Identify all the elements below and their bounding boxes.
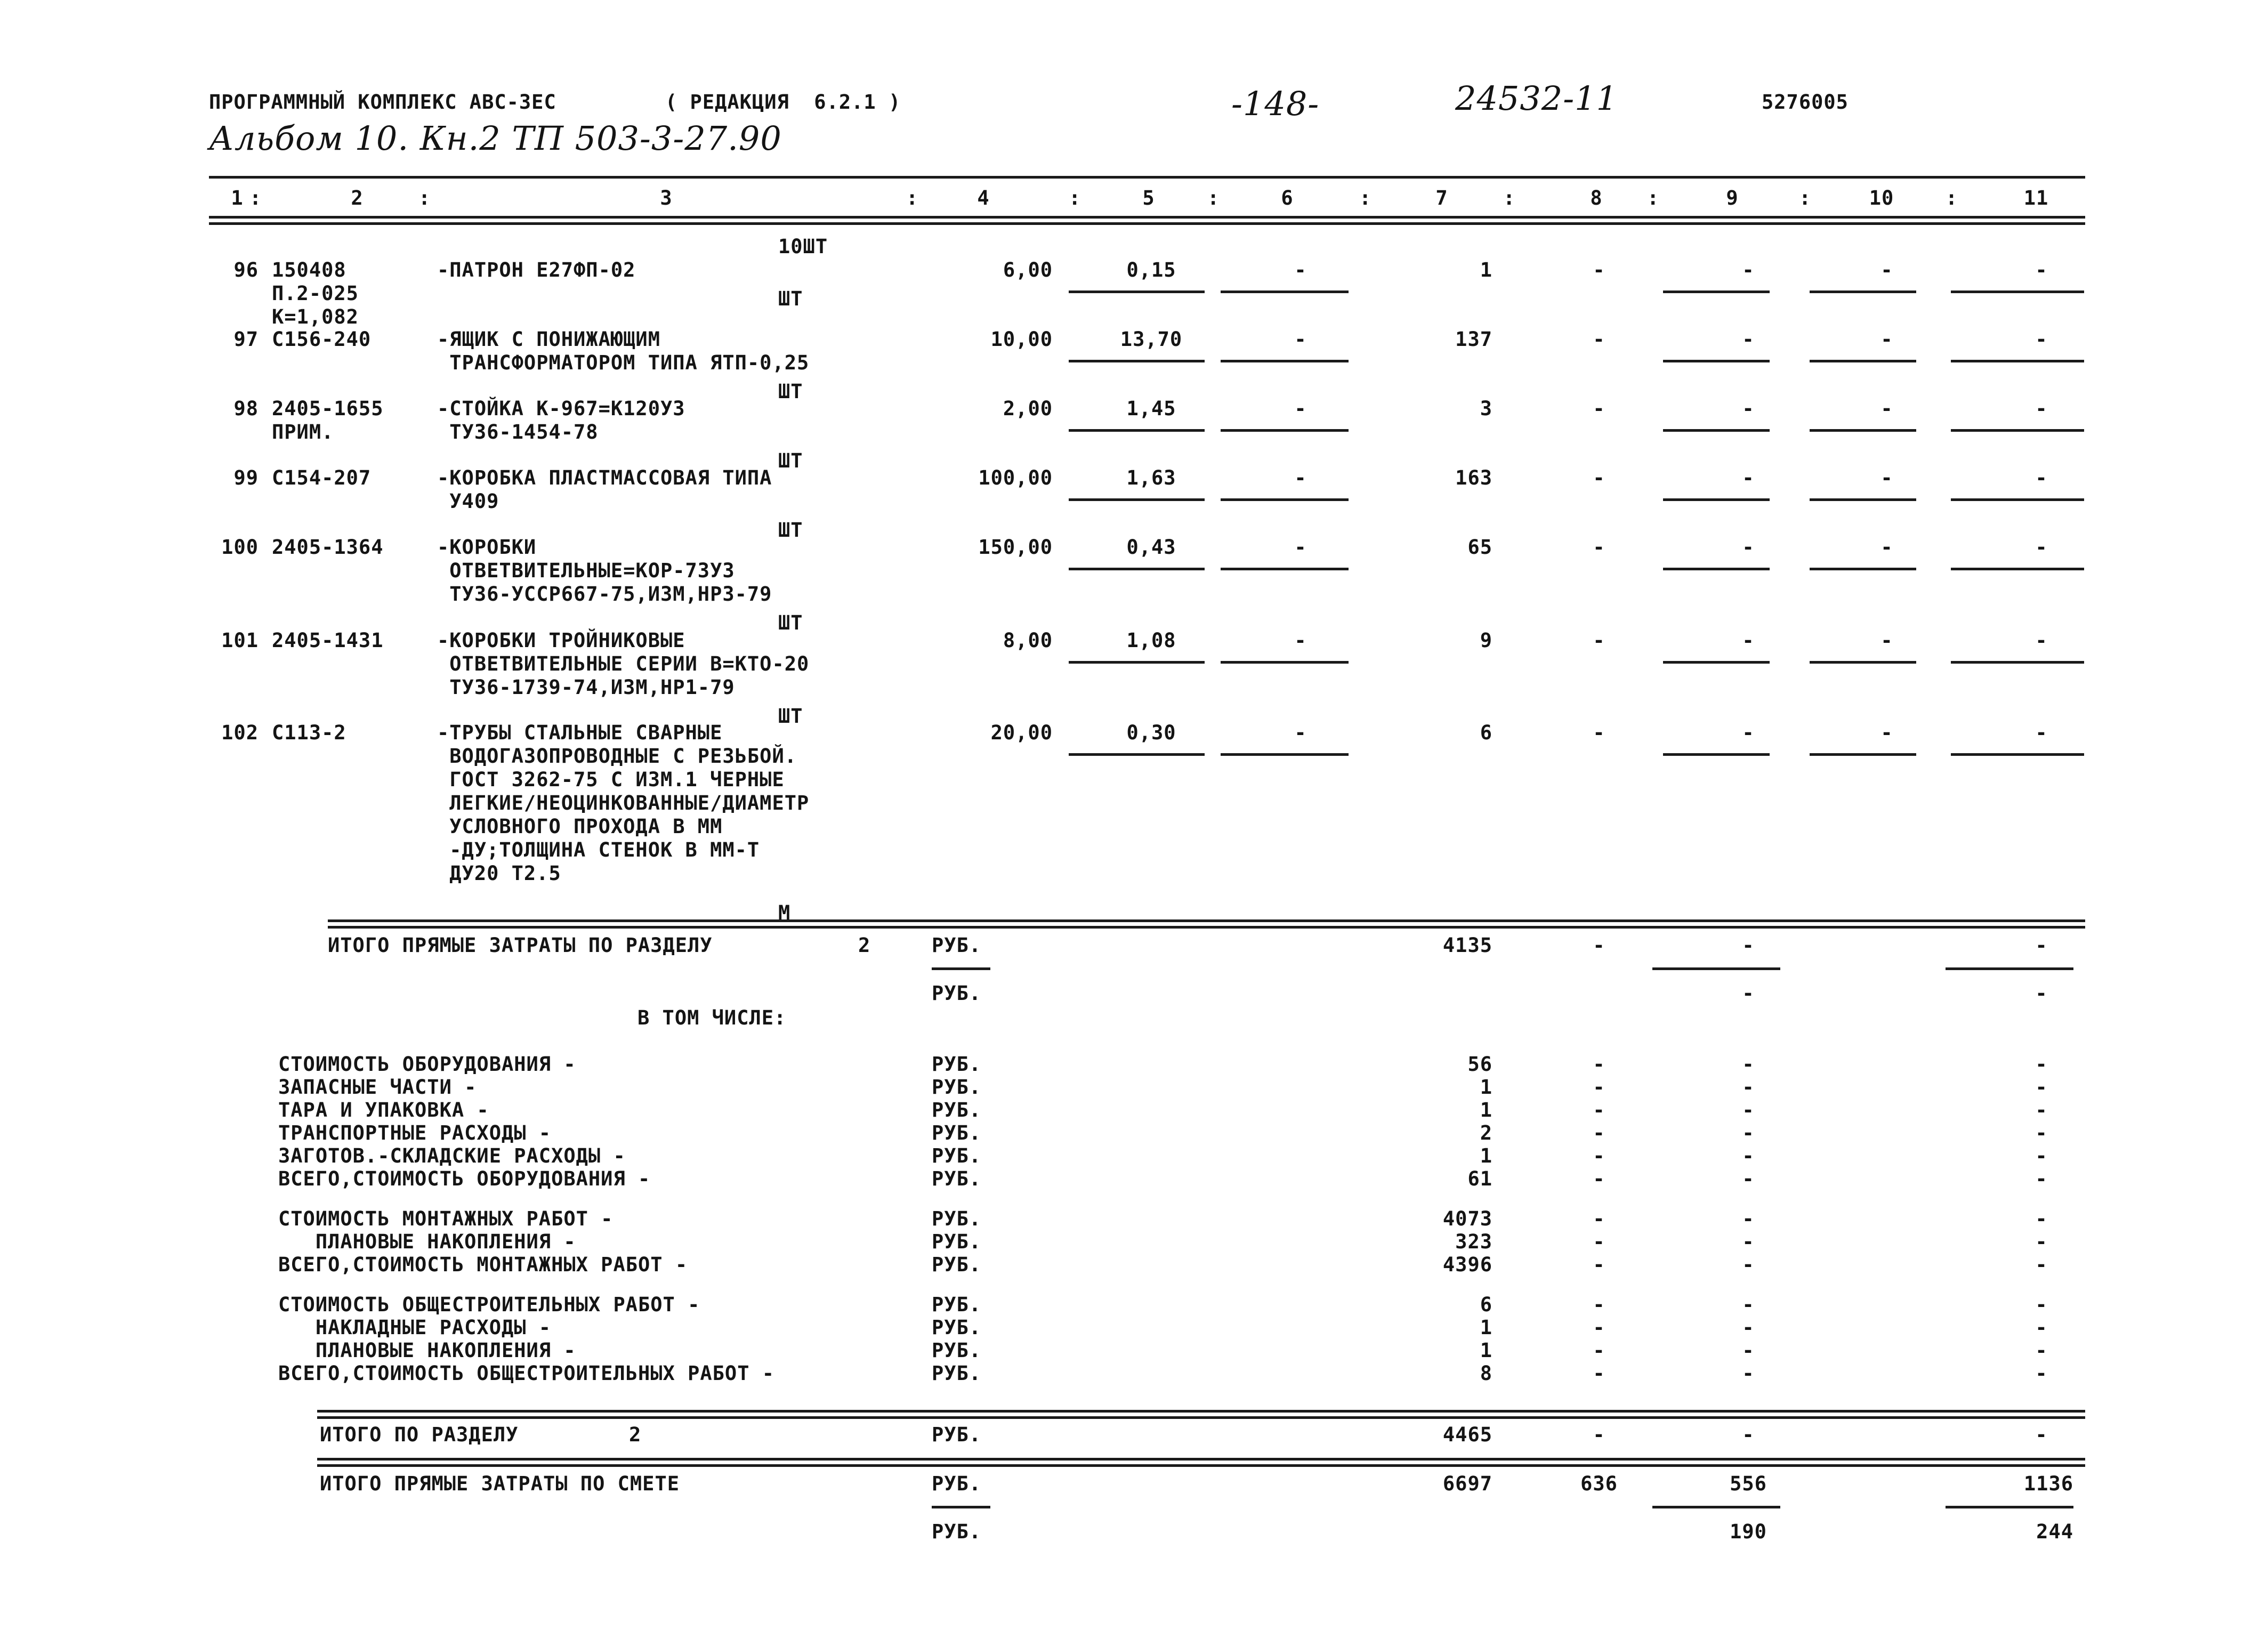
breakdown-col8: - [1593, 1230, 1605, 1253]
col10-underline [1810, 661, 1916, 664]
breakdown-label: ПЛАНОВЫЕ НАКОПЛЕНИЯ - [278, 1230, 576, 1253]
header-rule-1 [209, 216, 2085, 219]
item-unit: ШТ [778, 705, 803, 728]
breakdown-col11: - [2035, 1362, 2048, 1385]
item-description: ВОДОГАЗОПРОВОДНЫЕ С РЕЗЬБОЙ. [437, 745, 797, 768]
item-description: -КОРОБКА ПЛАСТМАССОВАЯ ТИПА [437, 466, 772, 489]
breakdown-col9: - [1742, 1144, 1755, 1167]
breakdown-col9: - [1742, 1121, 1755, 1144]
document-code: 5276005 [1762, 91, 1849, 114]
breakdown-unit: РУБ. [932, 1076, 982, 1099]
breakdown-col9: - [1742, 1253, 1755, 1276]
breakdown-value: 1 [1480, 1339, 1492, 1362]
estimate-total-unit-underline [932, 1506, 990, 1508]
breakdown-label: ВСЕГО,СТОИМОСТЬ ОБОРУДОВАНИЯ - [278, 1167, 651, 1190]
col6-underline [1221, 498, 1349, 501]
section-result-col11: - [2035, 1423, 2048, 1446]
estimate-total-col11: 1136 [2023, 1472, 2073, 1495]
item-col6: - [1294, 466, 1307, 489]
breakdown-unit: РУБ. [932, 1053, 982, 1076]
breakdown-col9: - [1742, 1207, 1755, 1230]
breakdown-label: СТОИМОСТЬ ОБЩЕСТРОИТЕЛЬНЫХ РАБОТ - [278, 1293, 700, 1316]
estimate-total-unit: РУБ. [932, 1472, 982, 1495]
price-underline [1069, 498, 1205, 501]
col10-underline [1810, 568, 1916, 570]
item-col6: - [1294, 629, 1307, 652]
item-col9: - [1742, 536, 1755, 559]
breakdown-col8: - [1593, 1099, 1605, 1121]
column-number-10: 10 [1869, 187, 1894, 209]
item-col10: - [1880, 259, 1893, 281]
estimate-total-col11-b: 244 [2036, 1520, 2073, 1543]
item-total: 3 [1480, 397, 1492, 420]
breakdown-col8: - [1593, 1207, 1605, 1230]
item-unit-price: 0,15 [1126, 259, 1176, 281]
breakdown-unit: РУБ. [932, 1167, 982, 1190]
item-total: 163 [1455, 466, 1492, 489]
item-unit-price: 1,63 [1126, 466, 1176, 489]
item-col10: - [1880, 536, 1893, 559]
item-col6: - [1294, 397, 1307, 420]
breakdown-col11: - [2035, 1316, 2048, 1339]
section-total-col11-underline [1946, 967, 2073, 970]
column-separator: : [1359, 187, 1372, 209]
breakdown-unit: РУБ. [932, 1253, 982, 1276]
breakdown-col8: - [1593, 1144, 1605, 1167]
breakdown-unit: РУБ. [932, 1339, 982, 1362]
item-code-note: П.2-025 [272, 282, 359, 305]
col11-underline [1951, 291, 2084, 293]
item-col8: - [1593, 259, 1605, 281]
breakdown-col8: - [1593, 1121, 1605, 1144]
top-rule [209, 176, 2085, 179]
item-col10: - [1880, 397, 1893, 420]
item-description: ЛЕГКИЕ/НЕОЦИНКОВАННЫЕ/ДИАМЕТР [437, 792, 810, 814]
column-number-6: 6 [1281, 187, 1294, 209]
breakdown-unit: РУБ. [932, 1362, 982, 1385]
estimate-total-rule-1 [317, 1458, 2085, 1461]
item-description: -ДУ;ТОЛЩИНА СТЕНОК В ММ-Т [437, 838, 760, 861]
col9-underline [1663, 753, 1770, 756]
col11-underline [1951, 753, 2084, 756]
section-result-number: 2 [629, 1423, 642, 1446]
item-total: 65 [1467, 536, 1492, 559]
item-col10: - [1880, 466, 1893, 489]
section-total-unit: РУБ. [932, 934, 982, 957]
item-description: ТУ36-1454-78 [437, 421, 599, 443]
col10-underline [1810, 429, 1916, 432]
col9-underline [1663, 661, 1770, 664]
col10-underline [1810, 360, 1916, 362]
breakdown-col11: - [2035, 1053, 2048, 1076]
breakdown-col8: - [1593, 1253, 1605, 1276]
section-total-col8: - [1593, 934, 1605, 957]
column-number-7: 7 [1435, 187, 1448, 209]
column-separator: : [249, 187, 262, 209]
breakdown-col11: - [2035, 1253, 2048, 1276]
item-col10: - [1880, 721, 1893, 744]
column-separator: : [906, 187, 919, 209]
col6-underline [1221, 291, 1349, 293]
edition-label: ( РЕДАКЦИЯ 6.2.1 ) [665, 91, 901, 114]
item-code: С113-2 [272, 721, 346, 744]
item-col8: - [1593, 328, 1605, 351]
estimate-total-col11-underline [1946, 1506, 2073, 1508]
col6-underline [1221, 429, 1349, 432]
price-underline [1069, 291, 1205, 293]
item-quantity: 6,00 [1003, 259, 1053, 281]
section-total-col11-b: - [2035, 982, 2048, 1005]
item-quantity: 100,00 [978, 466, 1053, 489]
item-unit-price: 1,08 [1126, 629, 1176, 652]
breakdown-col9: - [1742, 1167, 1755, 1190]
col10-underline [1810, 498, 1916, 501]
col9-underline [1663, 360, 1770, 362]
item-description: ОТВЕТВИТЕЛЬНЫЕ=КОР-73У3 [437, 559, 735, 582]
col11-underline [1951, 429, 2084, 432]
item-col11: - [2035, 397, 2048, 420]
breakdown-col11: - [2035, 1339, 2048, 1362]
item-unit: ШТ [778, 287, 803, 310]
breakdown-col9: - [1742, 1076, 1755, 1099]
program-title: ПРОГРАММНЫЙ КОМПЛЕКС АВС-3ЕС [209, 91, 556, 114]
section-result-col8: - [1593, 1423, 1605, 1446]
item-description: -ПАТРОН Е27ФП-02 [437, 259, 636, 281]
item-col11: - [2035, 629, 2048, 652]
breakdown-value: 4073 [1442, 1207, 1492, 1230]
item-description: -ЯЩИК С ПОНИЖАЮЩИМ [437, 328, 660, 351]
breakdown-label: СТОИМОСТЬ МОНТАЖНЫХ РАБОТ - [278, 1207, 614, 1230]
breakdown-label: ВСЕГО,СТОИМОСТЬ МОНТАЖНЫХ РАБОТ - [278, 1253, 688, 1276]
item-unit-price: 0,43 [1126, 536, 1176, 559]
unit-above: 10ШТ [778, 235, 828, 258]
breakdown-col9: - [1742, 1339, 1755, 1362]
breakdown-col8: - [1593, 1293, 1605, 1316]
item-total: 137 [1455, 328, 1492, 351]
col10-underline [1810, 291, 1916, 293]
item-col11: - [2035, 536, 2048, 559]
item-col6: - [1294, 259, 1307, 281]
item-col9: - [1742, 721, 1755, 744]
item-number: 99 [233, 466, 259, 489]
breakdown-label: ЗАПАСНЫЕ ЧАСТИ - [278, 1076, 477, 1099]
breakdown-col11: - [2035, 1076, 2048, 1099]
item-total: 9 [1480, 629, 1492, 652]
item-col8: - [1593, 629, 1605, 652]
col9-underline [1663, 568, 1770, 570]
section-total-label: ИТОГО ПРЯМЫЕ ЗАТРАТЫ ПО РАЗДЕЛУ [328, 934, 713, 957]
price-underline [1069, 568, 1205, 570]
section-result-label: ИТОГО ПО РАЗДЕЛУ [320, 1423, 519, 1446]
breakdown-unit: РУБ. [932, 1316, 982, 1339]
breakdown-label: ПЛАНОВЫЕ НАКОПЛЕНИЯ - [278, 1339, 576, 1362]
estimate-total-label: ИТОГО ПРЯМЫЕ ЗАТРАТЫ ПО СМЕТЕ [320, 1472, 680, 1495]
item-code: 150408 [272, 259, 346, 281]
item-col8: - [1593, 466, 1605, 489]
column-number-5: 5 [1142, 187, 1155, 209]
item-number: 96 [233, 259, 259, 281]
section-total-unit-2: РУБ. [932, 982, 982, 1005]
breakdown-col11: - [2035, 1167, 2048, 1190]
item-unit-price: 1,45 [1126, 397, 1176, 420]
item-col9: - [1742, 328, 1755, 351]
breakdown-col8: - [1593, 1053, 1605, 1076]
price-underline [1069, 661, 1205, 664]
section-total-col9-b: - [1742, 982, 1755, 1005]
item-col8: - [1593, 536, 1605, 559]
column-separator: : [1503, 187, 1516, 209]
section-total-unit-underline [932, 967, 990, 970]
item-unit: М [778, 901, 791, 924]
col6-underline [1221, 360, 1349, 362]
item-description: ОТВЕТВИТЕЛЬНЫЕ СЕРИИ В=КТО-20 [437, 652, 810, 675]
item-description: ДУ20 Т2.5 [437, 862, 561, 885]
item-col11: - [2035, 466, 2048, 489]
section-total-col11: - [2035, 934, 2048, 957]
section-result-unit: РУБ. [932, 1423, 982, 1446]
col6-underline [1221, 753, 1349, 756]
breakdown-value: 61 [1467, 1167, 1492, 1190]
item-col9: - [1742, 629, 1755, 652]
breakdown-col11: - [2035, 1293, 2048, 1316]
item-unit: ШТ [778, 611, 803, 634]
item-code: 2405-1655 [272, 397, 384, 420]
breakdown-col11: - [2035, 1144, 2048, 1167]
estimate-total-col8: 636 [1580, 1472, 1618, 1495]
item-code-note: К=1,082 [272, 305, 359, 328]
item-total: 6 [1480, 721, 1492, 744]
breakdown-col9: - [1742, 1362, 1755, 1385]
item-code: 2405-1431 [272, 629, 384, 652]
breakdown-unit: РУБ. [932, 1099, 982, 1121]
item-code: 2405-1364 [272, 536, 384, 559]
column-separator: : [1946, 187, 1958, 209]
breakdown-col11: - [2035, 1099, 2048, 1121]
price-underline [1069, 753, 1205, 756]
section-result-rule-2 [317, 1416, 2085, 1419]
item-number: 98 [233, 397, 259, 420]
section-total-rule-1 [328, 919, 2085, 922]
header-rule-2 [209, 222, 2085, 225]
col9-underline [1663, 429, 1770, 432]
item-col11: - [2035, 259, 2048, 281]
breakdown-label: ТАРА И УПАКОВКА - [278, 1099, 489, 1121]
column-separator: : [1069, 187, 1081, 209]
breakdown-value: 323 [1455, 1230, 1492, 1253]
item-quantity: 150,00 [978, 536, 1053, 559]
item-quantity: 2,00 [1003, 397, 1053, 420]
column-separator: : [418, 187, 431, 209]
item-col10: - [1880, 328, 1893, 351]
item-description: -КОРОБКИ ТРОЙНИКОВЫЕ [437, 629, 685, 652]
item-col8: - [1593, 721, 1605, 744]
item-unit: ШТ [778, 449, 803, 472]
item-number: 101 [221, 629, 259, 652]
item-col6: - [1294, 721, 1307, 744]
section-result-col9: - [1742, 1423, 1755, 1446]
col10-underline [1810, 753, 1916, 756]
item-unit: ШТ [778, 380, 803, 403]
album-reference: Альбом 10. Кн.2 ТП 503-3-27.90 [209, 119, 782, 158]
breakdown-unit: РУБ. [932, 1121, 982, 1144]
section-total-rule-2 [328, 926, 2085, 929]
item-description: У409 [437, 490, 499, 513]
col6-underline [1221, 661, 1349, 664]
section-result-value: 4465 [1442, 1423, 1492, 1446]
estimate-total-col9-underline [1652, 1506, 1780, 1508]
item-description: ГОСТ 3262-75 С ИЗМ.1 ЧЕРНЫЕ [437, 768, 785, 791]
item-col8: - [1593, 397, 1605, 420]
breakdown-value: 56 [1467, 1053, 1492, 1076]
breakdown-label: ЗАГОТОВ.-СКЛАДСКИЕ РАСХОДЫ - [278, 1144, 626, 1167]
item-description: ТУ36-1739-74,ИЗМ,НР1-79 [437, 676, 735, 699]
including-label: В ТОМ ЧИСЛЕ: [637, 1006, 787, 1029]
breakdown-value: 8 [1480, 1362, 1492, 1385]
column-number-4: 4 [977, 187, 990, 209]
breakdown-value: 2 [1480, 1121, 1492, 1144]
breakdown-unit: РУБ. [932, 1207, 982, 1230]
column-number-8: 8 [1590, 187, 1603, 209]
breakdown-col8: - [1593, 1167, 1605, 1190]
section-total-col9-underline [1652, 967, 1780, 970]
breakdown-value: 4396 [1442, 1253, 1492, 1276]
column-separator: : [1799, 187, 1812, 209]
col9-underline [1663, 291, 1770, 293]
breakdown-value: 6 [1480, 1293, 1492, 1316]
breakdown-col11: - [2035, 1121, 2048, 1144]
breakdown-value: 1 [1480, 1144, 1492, 1167]
breakdown-col9: - [1742, 1053, 1755, 1076]
estimate-total-col9: 556 [1730, 1472, 1767, 1495]
col9-underline [1663, 498, 1770, 501]
col11-underline [1951, 661, 2084, 664]
item-number: 102 [221, 721, 259, 744]
breakdown-col8: - [1593, 1362, 1605, 1385]
item-description: УСЛОВНОГО ПРОХОДА В ММ [437, 815, 723, 838]
item-number: 100 [221, 536, 259, 559]
item-col6: - [1294, 328, 1307, 351]
breakdown-label: СТОИМОСТЬ ОБОРУДОВАНИЯ - [278, 1053, 576, 1076]
page-number: -148- [1231, 84, 1320, 123]
col11-underline [1951, 498, 2084, 501]
breakdown-col9: - [1742, 1293, 1755, 1316]
item-col9: - [1742, 466, 1755, 489]
estimate-total-value: 6697 [1442, 1472, 1492, 1495]
breakdown-value: 1 [1480, 1316, 1492, 1339]
item-col10: - [1880, 629, 1893, 652]
breakdown-unit: РУБ. [932, 1293, 982, 1316]
breakdown-col8: - [1593, 1076, 1605, 1099]
item-description: ТУ36-УССР667-75,ИЗМ,НР3-79 [437, 583, 772, 606]
section-total-value: 4135 [1442, 934, 1492, 957]
breakdown-value: 1 [1480, 1076, 1492, 1099]
item-unit-price: 0,30 [1126, 721, 1176, 744]
column-separator: : [1207, 187, 1220, 209]
estimate-total-rule-2 [317, 1464, 2085, 1467]
breakdown-col9: - [1742, 1316, 1755, 1339]
section-total-number: 2 [858, 934, 871, 957]
section-result-rule-1 [317, 1410, 2085, 1413]
column-header-row [0, 187, 2268, 213]
item-unit: ШТ [778, 519, 803, 542]
column-number-2: 2 [351, 187, 364, 209]
item-description: -КОРОБКИ [437, 536, 537, 559]
breakdown-value: 1 [1480, 1099, 1492, 1121]
item-quantity: 10,00 [990, 328, 1053, 351]
breakdown-label: ТРАНСПОРТНЫЕ РАСХОДЫ - [278, 1121, 552, 1144]
item-unit-price: 13,70 [1120, 328, 1183, 351]
item-code-note: ПРИМ. [272, 421, 334, 443]
estimate-total-unit-2: РУБ. [932, 1520, 982, 1543]
column-number-9: 9 [1726, 187, 1739, 209]
item-col9: - [1742, 397, 1755, 420]
col11-underline [1951, 568, 2084, 570]
item-code: С156-240 [272, 328, 372, 351]
item-number: 97 [233, 328, 259, 351]
item-description: -СТОЙКА К-967=К120У3 [437, 397, 685, 420]
item-col11: - [2035, 328, 2048, 351]
breakdown-col9: - [1742, 1230, 1755, 1253]
breakdown-col8: - [1593, 1339, 1605, 1362]
item-description: -ТРУБЫ СТАЛЬНЫЕ СВАРНЫЕ [437, 721, 723, 744]
estimate-total-col9-b: 190 [1730, 1520, 1767, 1543]
item-quantity: 8,00 [1003, 629, 1053, 652]
breakdown-label: НАКЛАДНЫЕ РАСХОДЫ - [278, 1316, 552, 1339]
breakdown-unit: РУБ. [932, 1144, 982, 1167]
breakdown-col8: - [1593, 1316, 1605, 1339]
col11-underline [1951, 360, 2084, 362]
section-total-col9: - [1742, 934, 1755, 957]
price-underline [1069, 429, 1205, 432]
breakdown-label: ВСЕГО,СТОИМОСТЬ ОБЩЕСТРОИТЕЛЬНЫХ РАБОТ - [278, 1362, 775, 1385]
item-quantity: 20,00 [990, 721, 1053, 744]
item-col6: - [1294, 536, 1307, 559]
column-number-3: 3 [660, 187, 673, 209]
col6-underline [1221, 568, 1349, 570]
item-col9: - [1742, 259, 1755, 281]
breakdown-col11: - [2035, 1230, 2048, 1253]
item-description: ТРАНСФОРМАТОРОМ ТИПА ЯТП-0,25 [437, 351, 810, 374]
column-number-1: 1 [231, 187, 244, 209]
breakdown-unit: РУБ. [932, 1230, 982, 1253]
item-total: 1 [1480, 259, 1492, 281]
item-code: С154-207 [272, 466, 372, 489]
column-number-11: 11 [2023, 187, 2049, 209]
document-number: 24532-11 [1455, 79, 1618, 118]
column-separator: : [1647, 187, 1660, 209]
breakdown-col9: - [1742, 1099, 1755, 1121]
item-col11: - [2035, 721, 2048, 744]
price-underline [1069, 360, 1205, 362]
breakdown-col11: - [2035, 1207, 2048, 1230]
